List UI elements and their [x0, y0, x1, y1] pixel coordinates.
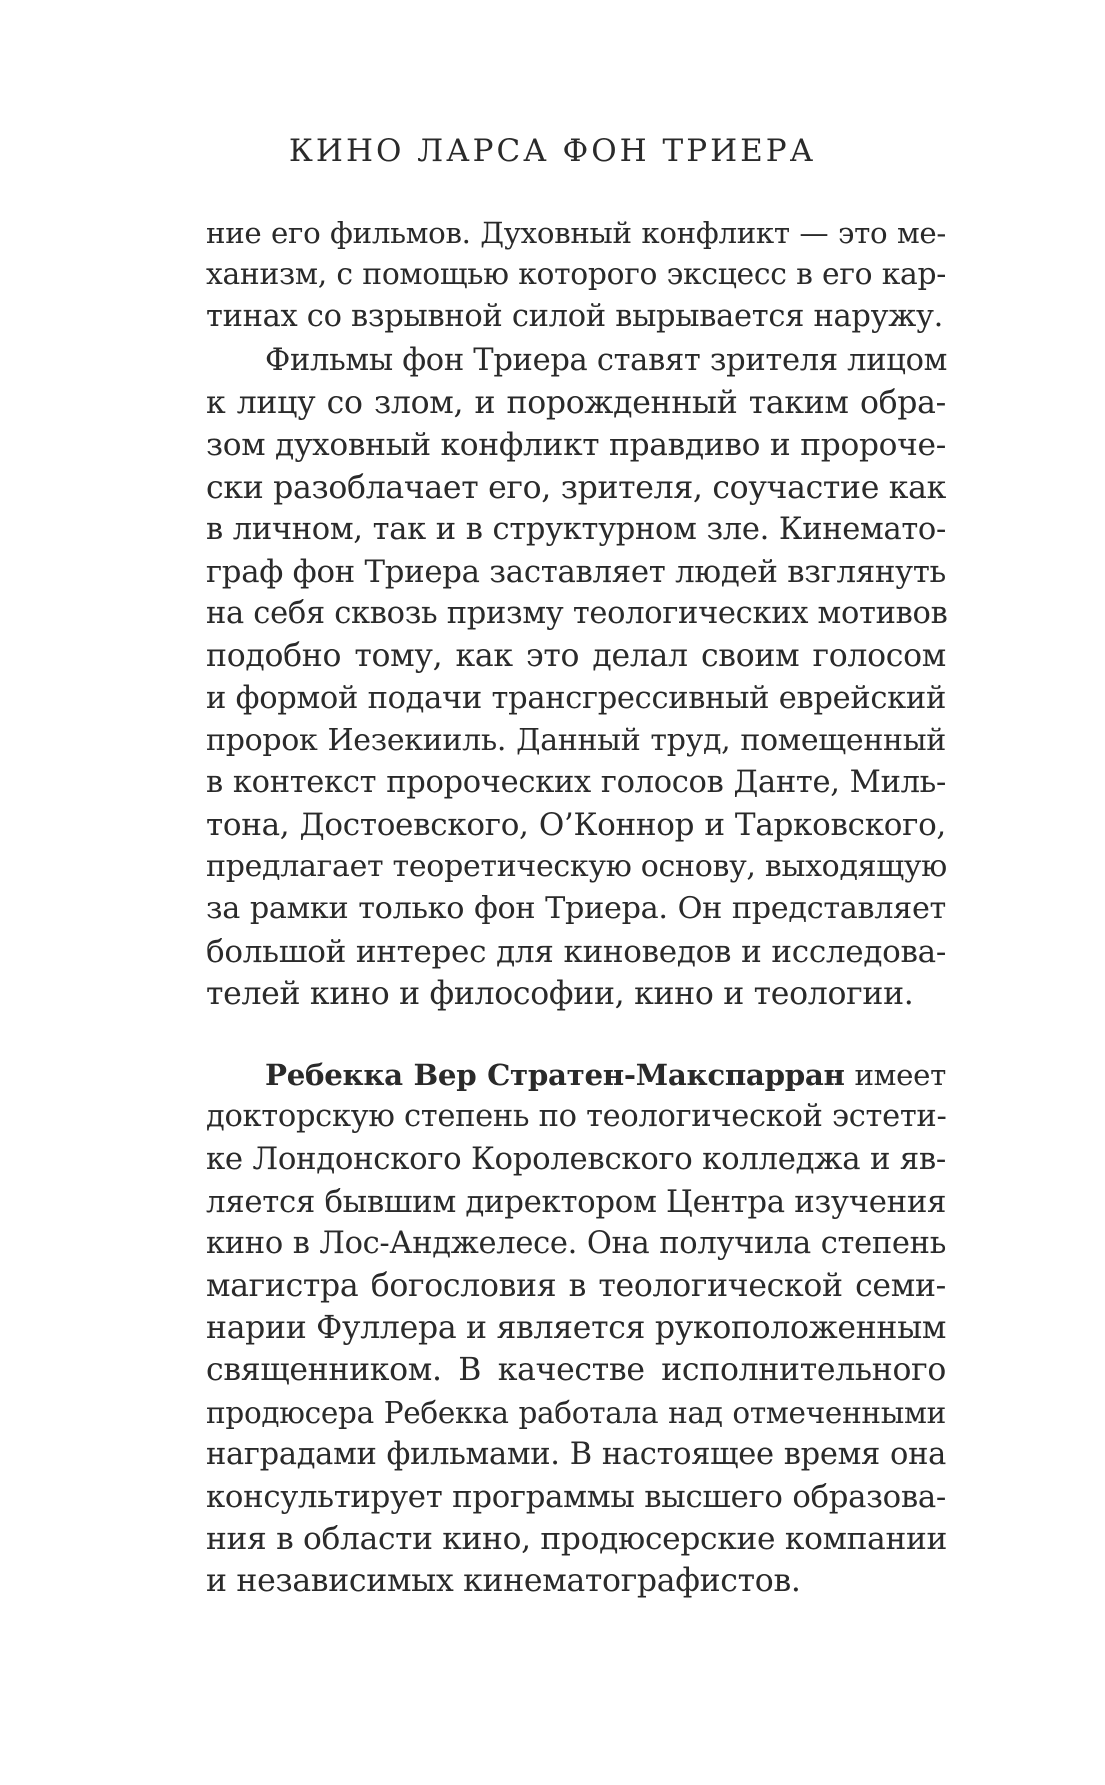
text-line: тона, Достоевского, О’Коннор и Тарковского,: [206, 807, 946, 844]
text-line: в личном, так и в структурном зле. Кинемато-: [206, 511, 946, 547]
author-name: Ребекка Вер Стратен-Макспарран: [265, 1058, 845, 1092]
text-line: нарии Фуллера и является рукоположенным: [206, 1310, 947, 1347]
text-line: подобно тому, как это делал своим голосом: [206, 638, 946, 675]
text-line: ханизм, с помощью которого эксцесс в его кар-: [206, 257, 946, 293]
text-line: на себя сквозь призму теологических мотивов: [206, 596, 948, 632]
text-line: граф фон Триера заставляет людей взглянуть: [206, 553, 946, 590]
paragraph-book-summary: [206, 340, 946, 1015]
text-line: и формой подачи трансгрессивный еврейский: [206, 680, 946, 716]
paragraph-author-bio: [206, 1054, 946, 1602]
text-line: пророк Иезекииль. Данный труд, помещенный: [206, 722, 946, 758]
text-line: продюсера Ребекка работала над отмеченными: [206, 1395, 946, 1430]
text-line: консультирует программы высшего образова-: [206, 1478, 946, 1515]
text-line: ние его фильмов. Духовный конфликт — это ме-: [206, 216, 946, 250]
text-line: ляется бывшим директором Центра изучения: [206, 1183, 947, 1220]
paragraph-continuation: [206, 212, 946, 339]
text-line: к лицу со злом, и порожденный таким обра-: [206, 385, 946, 422]
text-line: ке Лондонского Королевского колледжа и яв-: [206, 1141, 946, 1178]
text-line: и независимых кинематографистов.: [206, 1563, 801, 1600]
text-line: тинах со взрывной силой вырывается наружу.: [206, 299, 944, 335]
text-line: кино в Лос-Анджелесе. Она получила степень: [206, 1225, 946, 1261]
text-line: за рамки только фон Триера. Он представляет: [206, 891, 946, 927]
text-line: ски разоблачает его, зрителя, соучастие как: [206, 469, 947, 506]
text-line: наградами фильмами. В настоящее время она: [206, 1436, 946, 1472]
author-line-rest: имеет: [844, 1058, 946, 1092]
text-line: большой интерес для киноведов и исследова-: [206, 933, 946, 970]
text-line: предлагает теоретическую основу, выходящую: [206, 849, 948, 885]
text-line: магистра богословия в теологической семи-: [206, 1267, 946, 1304]
text-line: зом духовный конфликт правдиво и пророче-: [206, 427, 946, 464]
text-line: священником. В качестве исполнительного: [206, 1352, 946, 1389]
running-head: КИНО ЛАРСА ФОН ТРИЕРА: [288, 133, 817, 169]
text-line: в контекст пророческих голосов Данте, Миль-: [206, 764, 946, 800]
text-line-first: [206, 1054, 946, 1096]
text-line: ния в области кино, продюсерские компании: [206, 1521, 948, 1558]
text-line: докторскую степень по теологической эстети-: [206, 1099, 947, 1135]
text-line: телей кино и философии, кино и теологии.: [206, 975, 914, 1012]
text-line: Фильмы фон Триера ставят зрителя лицом: [265, 343, 948, 378]
